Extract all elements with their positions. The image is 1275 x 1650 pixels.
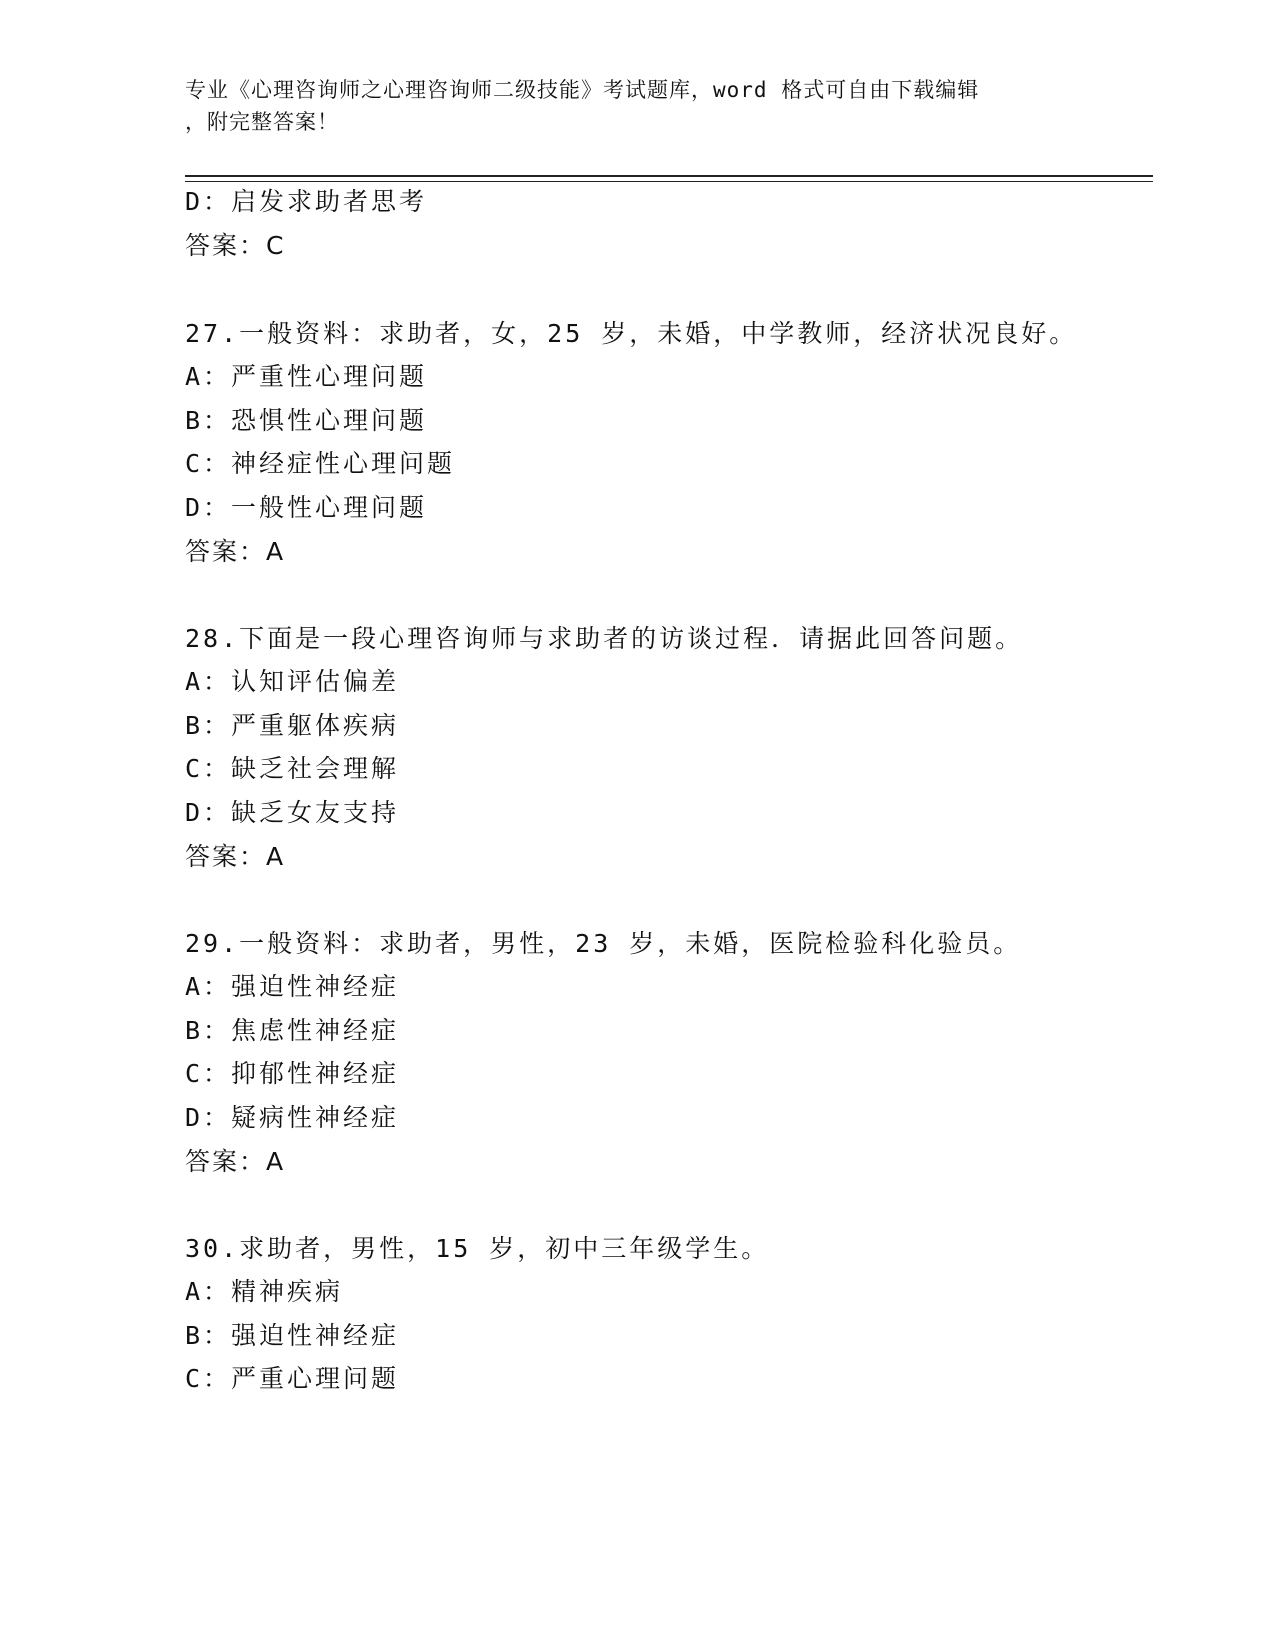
question-27-option-a: A：严重性心理问题 <box>185 362 428 391</box>
question-29-option-a: A：强迫性神经症 <box>185 972 400 1001</box>
question-28-stem: 28.下面是一段心理咨询师与求助者的访谈过程．请据此回答问题。 <box>185 624 1024 653</box>
question-27-option-d: D：一般性心理问题 <box>185 493 428 522</box>
header-line-1: 专业《心理咨询师之心理咨询师二级技能》考试题库，word 格式可自由下载编辑 <box>185 78 980 102</box>
question-30-option-c: C：严重心理问题 <box>185 1364 400 1393</box>
question-28-answer: 答案：A <box>185 842 286 871</box>
question-30-option-a: A：精神疾病 <box>185 1277 344 1306</box>
header-rule-thick <box>185 175 1153 177</box>
question-29-answer: 答案：A <box>185 1147 286 1176</box>
header-rule-thin <box>185 181 1153 182</box>
document-header <box>185 74 1065 138</box>
question-30-stem: 30.求助者，男性，15 岁，初中三年级学生。 <box>185 1234 770 1263</box>
question-27-stem: 27.一般资料：求助者，女，25 岁，未婚，中学教师，经济状况良好。 <box>185 319 1078 348</box>
question-28-option-a: A：认知评估偏差 <box>185 667 400 696</box>
question-29-option-b: B：焦虑性神经症 <box>185 1016 400 1045</box>
question-28-option-d: D：缺乏女友支持 <box>185 798 400 827</box>
prev-option-d: D：启发求助者思考 <box>185 187 428 216</box>
question-29-option-d: D：疑病性神经症 <box>185 1103 400 1132</box>
question-27-option-c: C：神经症性心理问题 <box>185 449 456 478</box>
question-28-option-c: C：缺乏社会理解 <box>185 754 400 783</box>
question-30-option-b: B：强迫性神经症 <box>185 1321 400 1350</box>
question-29-stem: 29.一般资料：求助者，男性，23 岁，未婚，医院检验科化验员。 <box>185 929 1022 958</box>
question-27-option-b: B：恐惧性心理问题 <box>185 406 428 435</box>
question-29-option-c: C：抑郁性神经症 <box>185 1059 400 1088</box>
header-line-2: ，附完整答案！ <box>185 110 339 134</box>
prev-answer: 答案：C <box>185 231 286 260</box>
question-28-option-b: B：严重躯体疾病 <box>185 711 400 740</box>
question-27-answer: 答案：A <box>185 537 286 566</box>
